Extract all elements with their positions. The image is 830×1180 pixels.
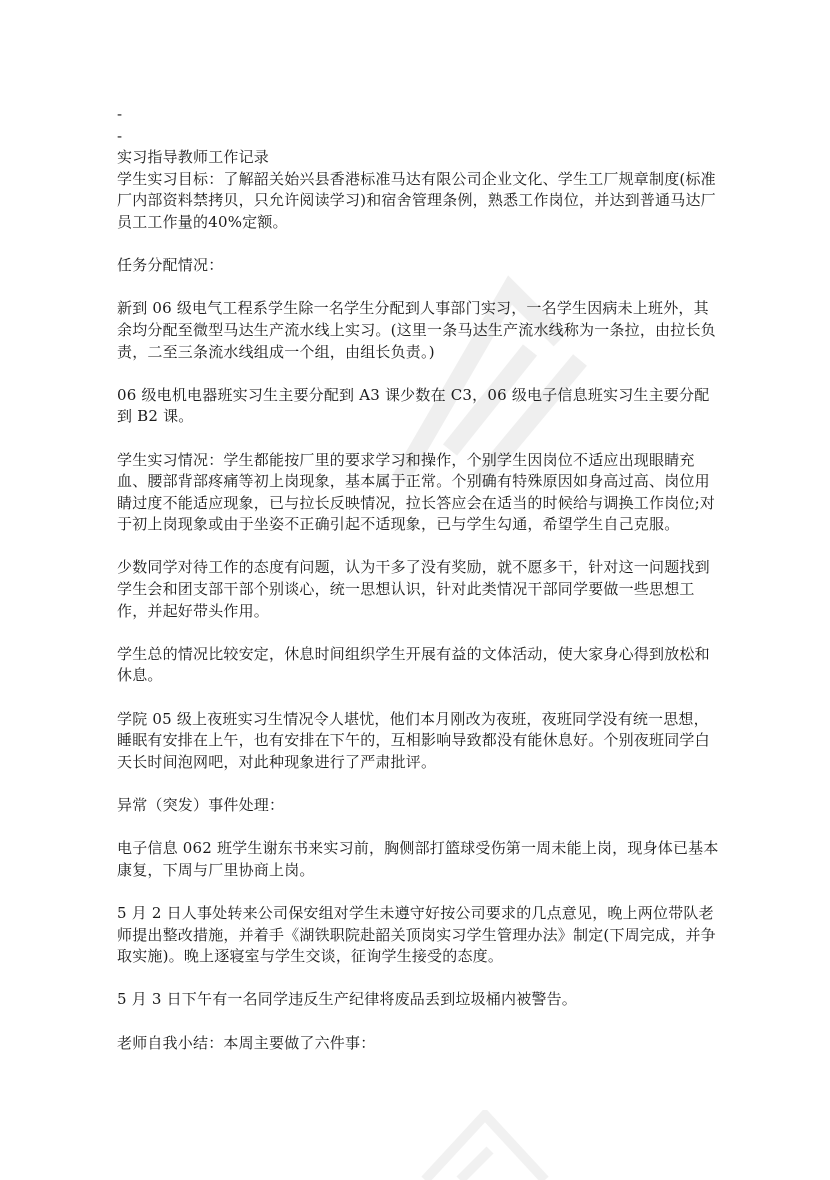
incident-paragraph: 5 月 2 日人事处转来公司保安组对学生未遵守好按公司要求的几点意见，晚上两位带队老师提出整改措施，并着手《湖铁职院赴韶关顶岗实习学生管理办法》制定(下周完成，并争取实施)。晚上逐寝室与学生交谈，征询学生接受的态度。: [117, 903, 716, 966]
section-heading-task: 任务分配情况：: [117, 256, 224, 275]
objective-paragraph: 学生实习目标：了解韶关始兴县香港标准马达有限公司企业文化、学生工厂规章制度(标准厂内部资料禁拷贝，只允许阅读学习)和宿舍管理条例，熟悉工作岗位，并达到普通马达厂员工工作量的40%定额。: [117, 169, 716, 231]
marker-line: -: [117, 126, 123, 145]
incident-paragraph: 电子信息 062 班学生谢东书来实习前，胸侧部打篮球受伤第一周未能上岗，现身体已基本康复，下周与厂里协商上岗。: [117, 839, 719, 879]
task-paragraph: 新到 06 级电气工程系学生除一名学生分配到人事部门实习，一名学生因病未上班外，其余均分配至微型马达生产流水线上实习。(这里一条马达生产流水线称为一条拉，由拉长负责，二至三条流水线组成一个组，由组长负责。): [117, 299, 716, 361]
task-paragraph: 06 级电机电器班实习生主要分配到 A3 课少数在 C3，06 级电子信息班实习生主要分配到 B2 课。: [117, 385, 710, 426]
section-heading-incident: 异常（突发）事件处理：: [117, 796, 285, 814]
summary-heading: 老师自我小结：本周主要做了六件事：: [117, 1033, 376, 1052]
document-title: 实习指导教师工作记录: [117, 148, 270, 167]
situation-paragraph: 少数同学对待工作的态度有问题，认为干多了没有奖励，就不愿多干，针对这一问题找到学生会和团支部干部个别谈心，统一思想认识，针对此类情况干部同学要做一些思想工作，并起好带头作用。: [117, 558, 710, 620]
situation-paragraph: 学院 05 级上夜班实习生情况令人堪忧，他们本月刚改为夜班，夜班同学没有统一思想，睡眠有安排在上午，也有安排在下午的，互相影响导致都没有能休息好。个别夜班同学白天长时间泡网吧，对此种现象进行了严肃批评。: [117, 709, 710, 771]
watermark-logo-icon: [420, 1110, 550, 1180]
situation-paragraph: 学生总的情况比较安定，休息时间组织学生开展有益的文体活动，使大家身心得到放松和休息。: [117, 644, 710, 685]
marker-line: -: [117, 105, 123, 123]
incident-paragraph: 5 月 3 日下午有一名同学违反生产纪律将废品丢到垃圾桶内被警告。: [117, 990, 577, 1009]
situation-paragraph: 学生实习情况：学生都能按厂里的要求学习和操作，个别学生因岗位不适应出现眼睛充血、腰部背部疼痛等初上岗现象，基本属于正常。个别确有特殊原因如身高过高、岗位用睛过度不能适应现象，已与拉长反映情况，拉长答应会在适当的时候给与调换工作岗位;对于初上岗现象或由于坐姿不正确引起不适现象，已与学生勾通，希望学生自己克服。: [117, 450, 716, 534]
document-body: [117, 104, 722, 1054]
